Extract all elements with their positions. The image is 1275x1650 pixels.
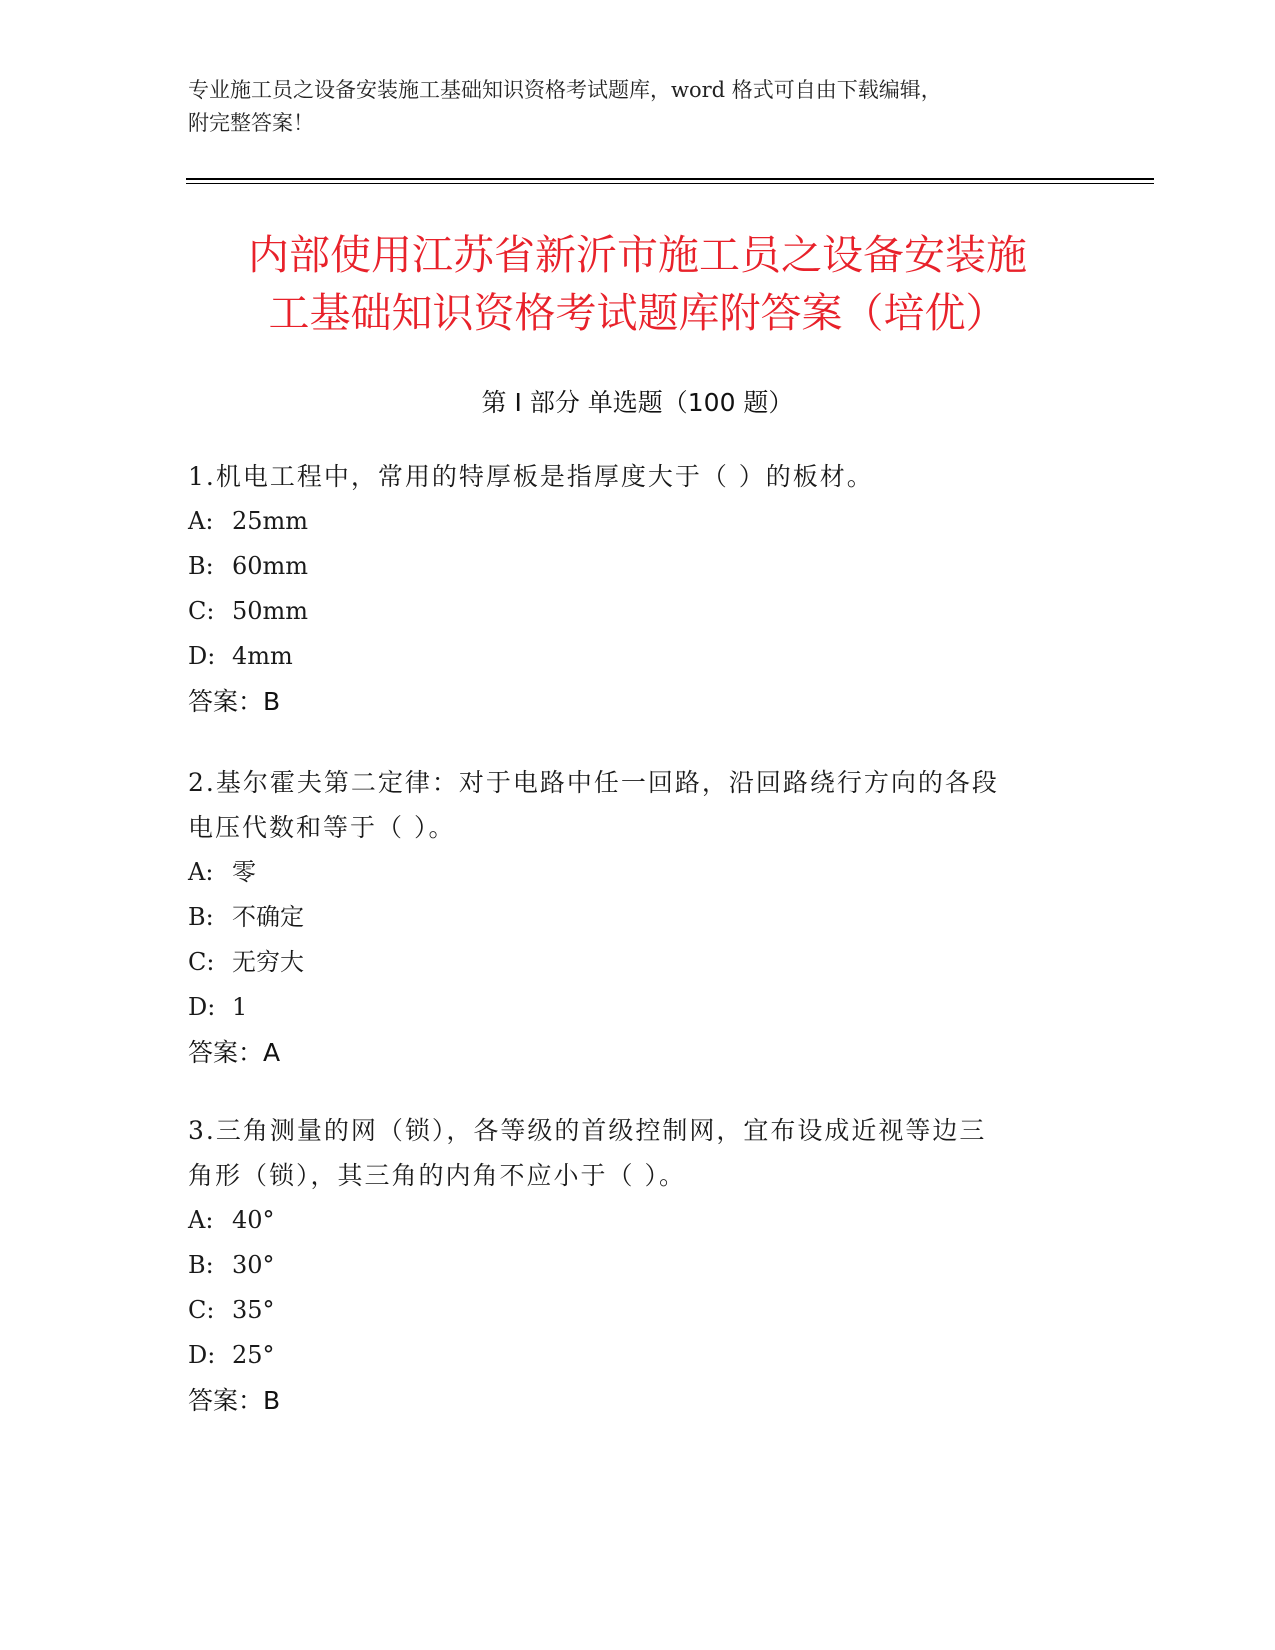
question-stem-line-1: 2.基尔霍夫第二定律：对于电路中任一回路，沿回路绕行方向的各段 xyxy=(188,768,999,797)
option-letter: D: xyxy=(188,993,216,1021)
header-note-line-1: 专业施工员之设备安装施工基础知识资格考试题库，word 格式可自由下载编辑， xyxy=(188,78,942,102)
option-text: 60mm xyxy=(232,552,309,580)
document-title-line-2: 工基础知识资格考试题库附答案（培优） xyxy=(268,289,1007,337)
header-note-line-2: 附完整答案！ xyxy=(188,111,314,135)
option-text: 零 xyxy=(232,858,256,886)
question-option-a xyxy=(188,850,1068,895)
option-text: 25mm xyxy=(232,507,309,535)
option-text: 30° xyxy=(232,1251,275,1279)
option-text: 40° xyxy=(232,1206,275,1234)
question-stem-line-1: 3.三角测量的网（锁），各等级的首级控制网，宜布设成近视等边三 xyxy=(188,1116,987,1145)
option-text: 不确定 xyxy=(232,903,304,931)
question-option-c xyxy=(188,589,1068,634)
option-letter: B: xyxy=(188,552,214,580)
question-option-b xyxy=(188,895,1068,940)
question-2 xyxy=(188,760,1068,1075)
option-text: 25° xyxy=(232,1341,275,1369)
option-letter: B: xyxy=(188,1251,214,1279)
section-title: 第 I 部分 单选题（100 题） xyxy=(481,388,794,417)
option-letter: C: xyxy=(188,1296,215,1324)
option-letter: D: xyxy=(188,642,216,670)
option-letter: D: xyxy=(188,1341,216,1369)
header-divider-thick xyxy=(186,178,1154,180)
question-option-c xyxy=(188,1288,1068,1333)
option-letter: A: xyxy=(188,1206,214,1234)
option-letter: B: xyxy=(188,903,214,931)
header-note xyxy=(188,74,1068,140)
question-option-a xyxy=(188,1198,1068,1243)
option-letter: C: xyxy=(188,597,215,625)
question-answer: 答案：B xyxy=(188,687,281,716)
option-text: 35° xyxy=(232,1296,275,1324)
header-divider-thin xyxy=(186,183,1154,184)
option-text: 1 xyxy=(232,993,248,1021)
question-1 xyxy=(188,454,1068,724)
question-option-a xyxy=(188,499,1068,544)
question-option-d xyxy=(188,1333,1068,1378)
question-answer: 答案：B xyxy=(188,1386,281,1415)
question-3 xyxy=(188,1108,1068,1423)
option-text: 无穷大 xyxy=(232,948,304,976)
option-letter: A: xyxy=(188,858,214,886)
question-answer: 答案：A xyxy=(188,1038,281,1067)
question-stem: 1.机电工程中，常用的特厚板是指厚度大于（ ）的板材。 xyxy=(188,462,874,491)
option-letter: A: xyxy=(188,507,214,535)
document-title xyxy=(150,226,1125,342)
question-option-d xyxy=(188,985,1068,1030)
question-option-b xyxy=(188,1243,1068,1288)
question-stem-line-2: 电压代数和等于（ ）。 xyxy=(188,813,456,842)
option-letter: C: xyxy=(188,948,215,976)
question-option-d xyxy=(188,634,1068,679)
option-text: 50mm xyxy=(232,597,309,625)
question-option-c xyxy=(188,940,1068,985)
option-text: 4mm xyxy=(232,642,293,670)
question-stem-line-2: 角形（锁），其三角的内角不应小于（ ）。 xyxy=(188,1161,686,1190)
question-option-b xyxy=(188,544,1068,589)
document-title-line-1: 内部使用江苏省新沂市施工员之设备安装施 xyxy=(248,231,1027,279)
